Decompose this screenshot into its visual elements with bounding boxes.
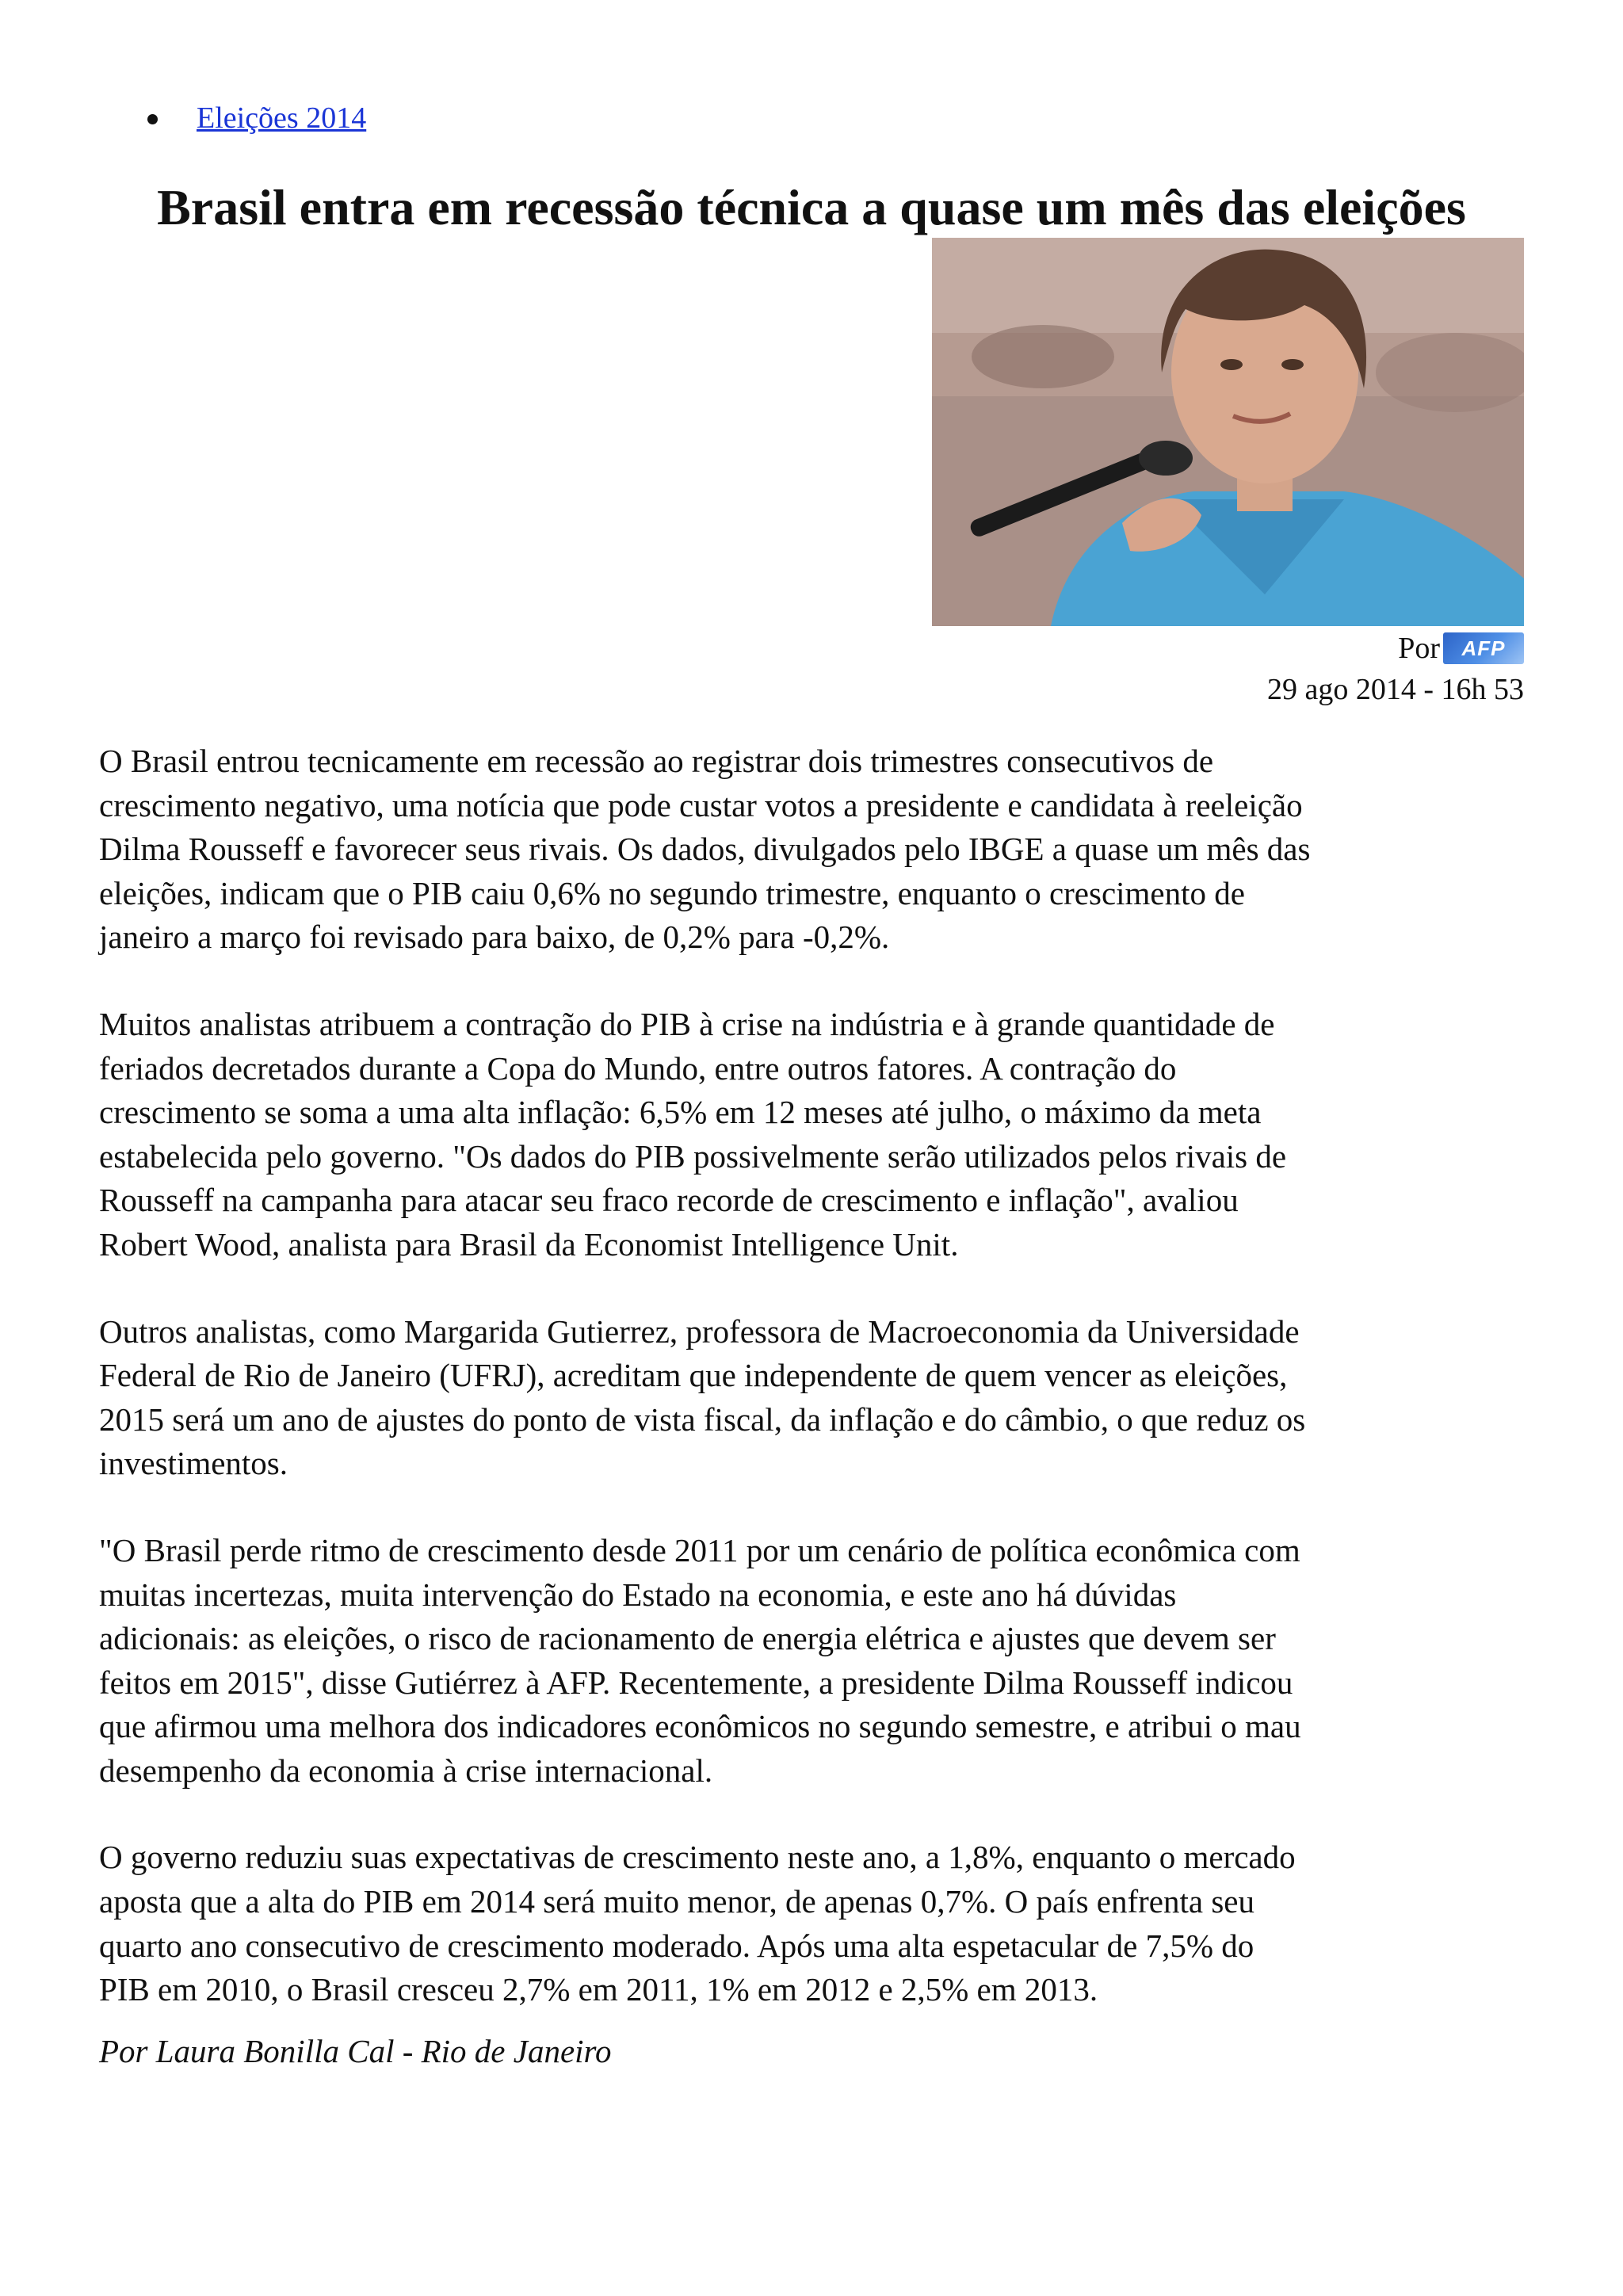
article-paragraph: O Brasil entrou tecnicamente em recessão ao registrar dois trimestres consecutivos de crescimento negativo, uma notícia que pode custar votos a presidente e candidata à reeleição Dilma Rousseff e favorecer seus rivais. Os dados, divulgados pelo IBGE a quase um mês das eleições, indicam que o PIB caiu 0,6% no segundo trimestre, enquanto o crescimento de janeiro a março foi revisado para baixo, de 0,2% para -0,2%. (99, 743, 1311, 956)
byline-agency (1267, 628, 1524, 669)
byline-prefix: Por (1398, 632, 1440, 665)
article-paragraph: Outros analistas, como Margarida Gutierrez, professora de Macroeconomia da Universidade Federal de Rio de Janeiro (UFRJ), acreditam que independente de quem vencer as eleições, 2015 será um ano de ajustes do ponto de vista fiscal, da inflação e do câmbio, o que reduz os investimentos. (99, 1312, 1306, 1482)
article-date: 29 ago 2014 - 16h 53 (1266, 673, 1524, 706)
article-paragraph: O governo reduziu suas expectativas de crescimento neste ano, a 1,8%, enquanto o mercado aposta que a alta do PIB em 2014 será muito menor, de apenas 0,7%. O país enfrenta seu quarto ano consecutivo de crescimento moderado. Após uma alta espetacular de 7,5% do PIB em 2010, o Brasil cresceu 2,7% em 2011, 1% em 2012 e 2,5% em 2013. (99, 1839, 1296, 2008)
article-photo (932, 238, 1524, 626)
article-headline: Brasil entra em recessão técnica a quase um mês das eleições (157, 179, 1466, 235)
bullet-icon (147, 114, 158, 124)
article-paragraph: "O Brasil perde ritmo de crescimento desde 2011 por um cenário de política econômica com muitas incertezas, muita intervenção do Estado na economia, e este ano há dúvidas adicionais: as eleições, o risco de racionamento de energia elétrica e ajustes que devem ser feitos em 2015", disse Gutiérrez à AFP. Recentemente, a presidente Dilma Rousseff indicou que afirmou uma melhora dos indicadores econômicos no segundo semestre, e atribui o mau desempenho da economia à crise internacional. (99, 1531, 1301, 1789)
afp-logo-icon: AFP (1443, 632, 1524, 664)
article-paragraph: Muitos analistas atribuem a contração do PIB à crise na indústria e à grande quantidade de feriados decretados durante a Copa do Mundo, entre outros fatores. A contração do crescimento se soma a uma alta inflação: 6,5% em 12 meses até julho, o máximo da meta estabelecida pelo governo. "Os dados do PIB possivelmente serão utilizados pelos rivais de Rousseff na campanha para atacar seu fraco recorde de crescimento e inflação", avaliou Robert Wood, analista para Brasil da Economist Intelligence Unit. (99, 1005, 1287, 1263)
breadcrumb (147, 97, 366, 139)
article-body (99, 739, 1526, 2055)
article-byline (1267, 628, 1524, 710)
photo-illustration (932, 238, 1524, 626)
breadcrumb-item (147, 97, 366, 139)
breadcrumb-link-eleicoes[interactable]: Eleições 2014 (197, 101, 367, 135)
article-author: Por Laura Bonilla Cal - Rio de Janeiro (99, 2033, 612, 2069)
